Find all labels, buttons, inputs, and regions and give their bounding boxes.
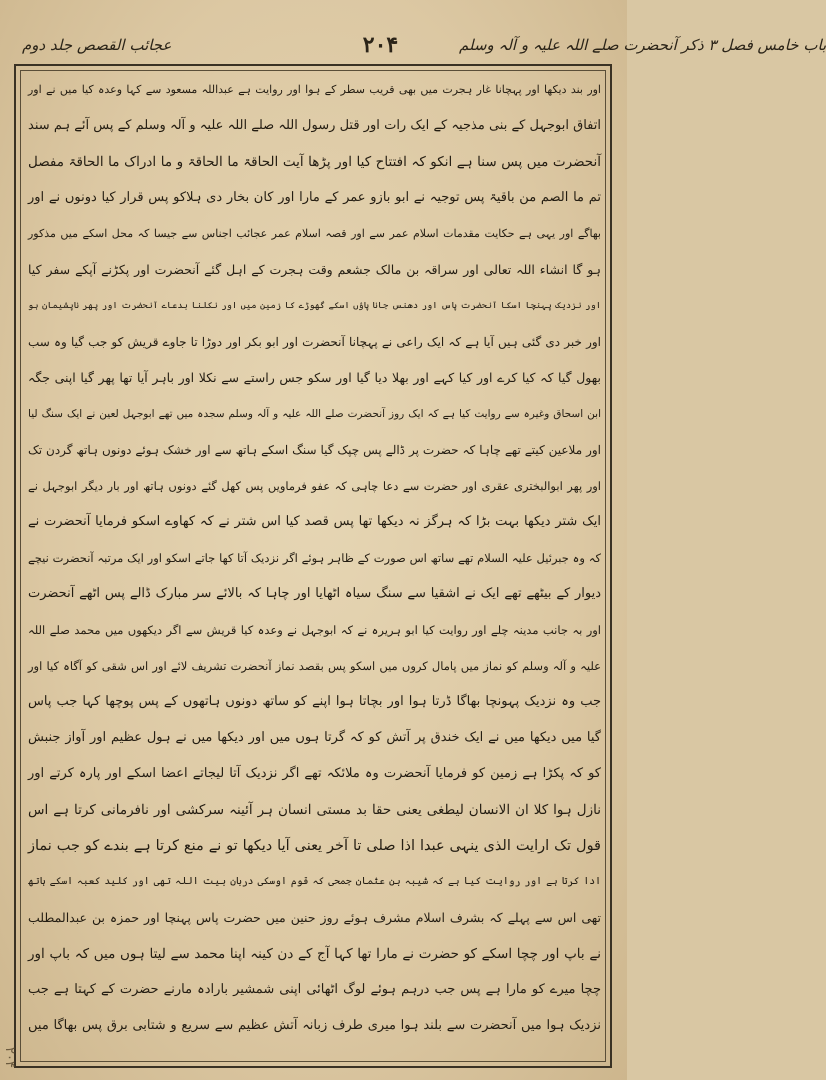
- text-line: اور ملاعین کیتے تھے چاہا کہ حضرت پر ڈالے پس چپک گیا سنگ اسکے ہاتھ سے اور خشک ہوئے دونوں ہاتھ گردن تک: [28, 443, 601, 457]
- text-line: اور بہ جانب مدینہ چلے اور روایت کیا ابو ہریرہ نے کہ ابوجہل نے وعدہ کیا قریش سے اگر دیکھوں میں محمد صلے اللہ: [28, 623, 601, 637]
- text-line: کہ وہ جبرئیل علیہ السلام تھے ساتھ اس صورت کے ظاہر ہوئے اگر نزدیک آتا کھا جاتے اسکو اور ایک مرتبہ آنحضرت نیچے: [28, 551, 601, 565]
- text-line: ایک شتر دیکھا بہت بڑا کہ ہرگز نہ دیکھا تھا پس قصد کیا اس شتر نے کہ کھاوے اسکو فرمایا آنحضرت نے: [28, 514, 601, 529]
- text-line: اور بند دیکھا اور پہچانا غار ہجرت میں بھی قریب سطر کے ہوا اور روایت ہے عبداللہ مسعود سے کہا وعدہ کیا میں نے اور: [28, 83, 601, 96]
- text-line: چچا میرے کو مارا ہے پس جب درہم ہوئے لوگ اٹھائی اپنی شمشیر بارادہ مارنے حضرت کے کہتا ہے جب: [28, 982, 601, 997]
- page-body: [28, 72, 601, 1062]
- margin-mark: ۲۰۴: [2, 1047, 17, 1068]
- chapter-heading: باب خامس فصل ۳ ذکر آنحضرت صلے اللہ علیہ و آلہ وسلم: [459, 36, 826, 54]
- text-line: آنحضرت میں پس سنا ہے انکو کہ افتتاح کیا اور پڑھا آیت الحاقۃ ما الحاقۃ و ما ادراک ما الحاقۃ مفصل: [28, 154, 601, 170]
- text-line: ادا کرتا ہے اور روایت کیا ہے کہ شیبہ بن عثمان جمحی کہ قوم اوسکی دربان بیت اللہ تھی اور کلید کعبہ اسکے ہاتھ: [28, 876, 601, 887]
- text-line: اور پھر ابوالبختری عقری اور حضرت سے دعا چاہی کہ عفو فرماویں پس کھل گئے دونوں ہاتھ اور بار دیگر ابوجہل نے: [28, 479, 601, 493]
- text-line: بھول گیا کہ کیا کرے اور کیا کہے اور بھلا دیا گیا اور سکو جس راستے سے نکلا اور باہر آیا تھا پھر گیا اپنی جگہ: [28, 370, 601, 385]
- text-line: ہو گا انشاء اللہ تعالی اور سراقہ بن مالک جشعم وقت ہجرت کے اہل گئے آنحضرت اور پکڑنے آپکے سفر کیا: [28, 262, 601, 277]
- page-number: ۲۰۴: [362, 32, 399, 58]
- text-line: ابن اسحاق وغیرہ سے روایت کیا ہے کہ ایک روز آنحضرت صلے اللہ علیہ و آلہ وسلم سجدہ میں تھے ابوجہل لعین نے ایک سنگ لیا: [28, 408, 601, 420]
- text-line: بھاگے اور یہی ہے حکایت مقدمات اسلام عمر سے اور قصہ اسلام عمر عجائب اجناس سے جیسا کہ محل اسکے میں مذکور: [28, 227, 601, 240]
- text-line: کو کہ پکڑا ہے زمین کو فرمایا آنحضرت وہ ملائکہ تھے اگر نزدیک آتا لیجاتے اعضا اسکے اور پارہ کرتے اور: [28, 766, 601, 781]
- text-line: دیوار کے بیٹھے تھے ایک نے اشقیا سے سنگ سیاہ اٹھایا اور چاہا کہ بالائے سر مبارک ڈالے پس اٹھے آنحضرت: [28, 586, 601, 601]
- text-line: علیہ و آلہ وسلم کو نماز میں پامال کروں میں اسکو پس بقصد نماز آنحضرت تشریف لائے اور اس شقی کو آگاہ کیا اور: [28, 659, 601, 673]
- text-line: نزدیک ہوا میں آنحضرت سے بلند ہوا میری طرف زبانہ آتش عظیم سے سریع و شتابی برق پس بھاگا میں: [28, 1018, 601, 1033]
- text-line: نے باپ اور چچا اسکے کو حضرت نے مارا تھا کہا آج کے دن کینہ اپنا محمد سے لیتا ہوں میں کہ باپ اور: [28, 946, 601, 962]
- text-line: تھی اس سے پہلے کہ بشرف اسلام مشرف ہوئے روز حنین میں حضرت پاس پہنچا اور حمزہ بن عبدالمطلب: [28, 910, 601, 925]
- page-header: [22, 28, 826, 62]
- text-line: اور نزدیک پہنچا اسکا آنحضرت پاس اور دھنس جانا پاؤں اسکے گھوڑے کا زمین میں اور نکلنا بدعاے آنحضرت اور پھر ناپشیمان ہو: [28, 301, 601, 311]
- text-line: نازل ہوا کلا ان الانسان لیطغی یعنی حقا بد مستی انسان ہر آئینہ سرکشی اور نافرمانی کرتا ہے اس: [28, 802, 601, 818]
- text-line: اور خبر دی گئی ہیں آیا ہے کہ ایک راعی نے پہچانا آنحضرت اور ابو بکر اور دوڑا تا جاوے قریش کو جب گیا وہ سب: [28, 335, 601, 349]
- text-line: جب وہ نزدیک پہونچا بھاگا ڈرتا ہوا اور بچاتا ہوا اپنے کو ساتھ دونوں ہاتھوں کے پس پوچھا کہا جب پاس: [28, 694, 601, 709]
- text-line: تم ما الصم من باقیۃ پس توجیہ نے ابو بازو عمر کے مارا اور کان بخار دی ہلاکو پس قرار کیا دونوں نے اور: [28, 190, 601, 205]
- text-line: قول تک ارایت الذی ینہی عبدا اذا صلی تا آخر یعنی آیا دیکھا تو نے منع کرتا ہے بندے کو جب نماز: [28, 838, 601, 854]
- book-title: عجائب القصص جلد دوم: [22, 36, 172, 54]
- text-line: گیا میں دیکھا میں نے ایک خندق پر آتش کو کہ گرتا ہوں میں اور دیکھا میں نے ہول عظیم اور آواز جنبش: [28, 730, 601, 745]
- text-line: اتفاق ابوجہل کے بنی مذجیہ کے ایک رات اور قتل رسول اللہ صلے اللہ علیہ و آلہ وسلم کے پس آئے ہم سند: [28, 118, 601, 133]
